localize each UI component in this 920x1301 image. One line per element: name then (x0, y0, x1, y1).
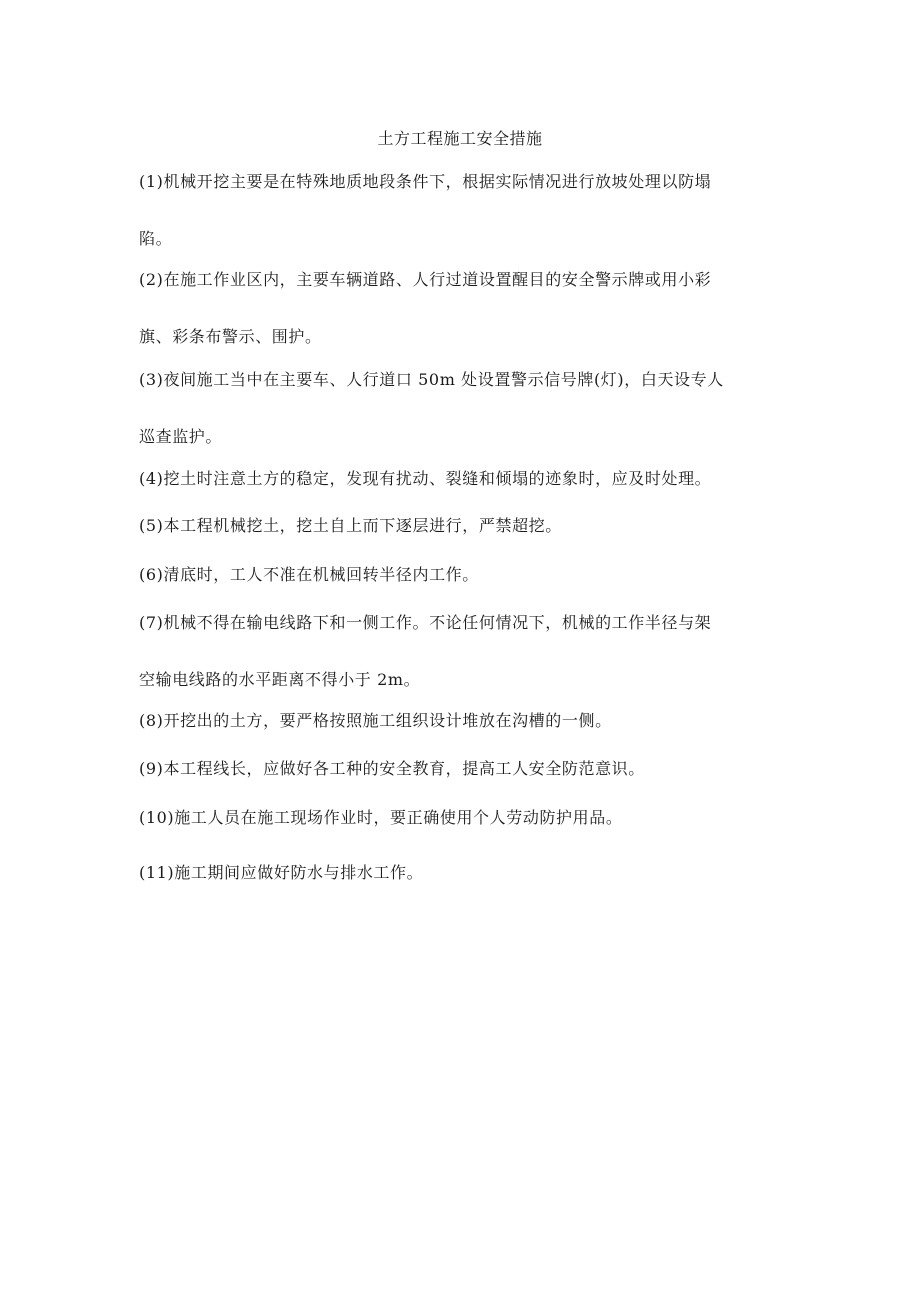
item-3-line-1: (3)夜间施工当中在主要车、人行道口 50m 处设置警示信号牌(灯)，白天设专人 (139, 370, 724, 389)
item-7-line-2: 空输电线路的水平距离不得小于 2m。 (139, 670, 421, 689)
item-2-line-2: 旗、彩条布警示、围护。 (139, 327, 322, 346)
document-title: 土方工程施工安全措施 (377, 129, 543, 148)
item-10 (139, 789, 789, 846)
item-7-line-1: (7)机械不得在输电线路下和一侧工作。不论任何情况下，机械的工作半径与架 (139, 613, 712, 632)
item-9-line-1: (9)本工程线长，应做好各工种的安全教育，提高工人安全防范意识。 (139, 759, 645, 778)
item-11-line-1: (11)施工期间应做好防水与排水工作。 (139, 863, 424, 882)
item-7 (139, 594, 789, 708)
item-3 (139, 351, 789, 465)
item-2-line-1: (2)在施工作业区内，主要车辆道路、人行过道设置醒目的安全警示牌或用小彩 (139, 270, 712, 289)
item-1-line-2: 陷。 (139, 229, 173, 248)
item-1-line-1: (1)机械开挖主要是在特殊地质地段条件下，根据实际情况进行放坡处理以防塌 (139, 172, 712, 191)
item-6-line-1: (6)清底时，工人不准在机械回转半径内工作。 (139, 565, 479, 584)
item-3-line-2: 巡查监护。 (139, 427, 223, 446)
item-11 (139, 844, 789, 901)
item-4-line-1: (4)挖土时注意土方的稳定，发现有扰动、裂缝和倾塌的迹象时，应及时处理。 (139, 469, 712, 488)
item-1 (139, 153, 789, 267)
item-8-line-1: (8)开挖出的土方，要严格按照施工组织设计堆放在沟槽的一侧。 (139, 711, 612, 730)
item-10-line-1: (10)施工人员在施工现场作业时，要正确使用个人劳动防护用品。 (139, 808, 623, 827)
item-5-line-1: (5)本工程机械挖土，挖土自上而下逐层进行，严禁超挖。 (139, 516, 562, 535)
item-2 (139, 251, 789, 365)
